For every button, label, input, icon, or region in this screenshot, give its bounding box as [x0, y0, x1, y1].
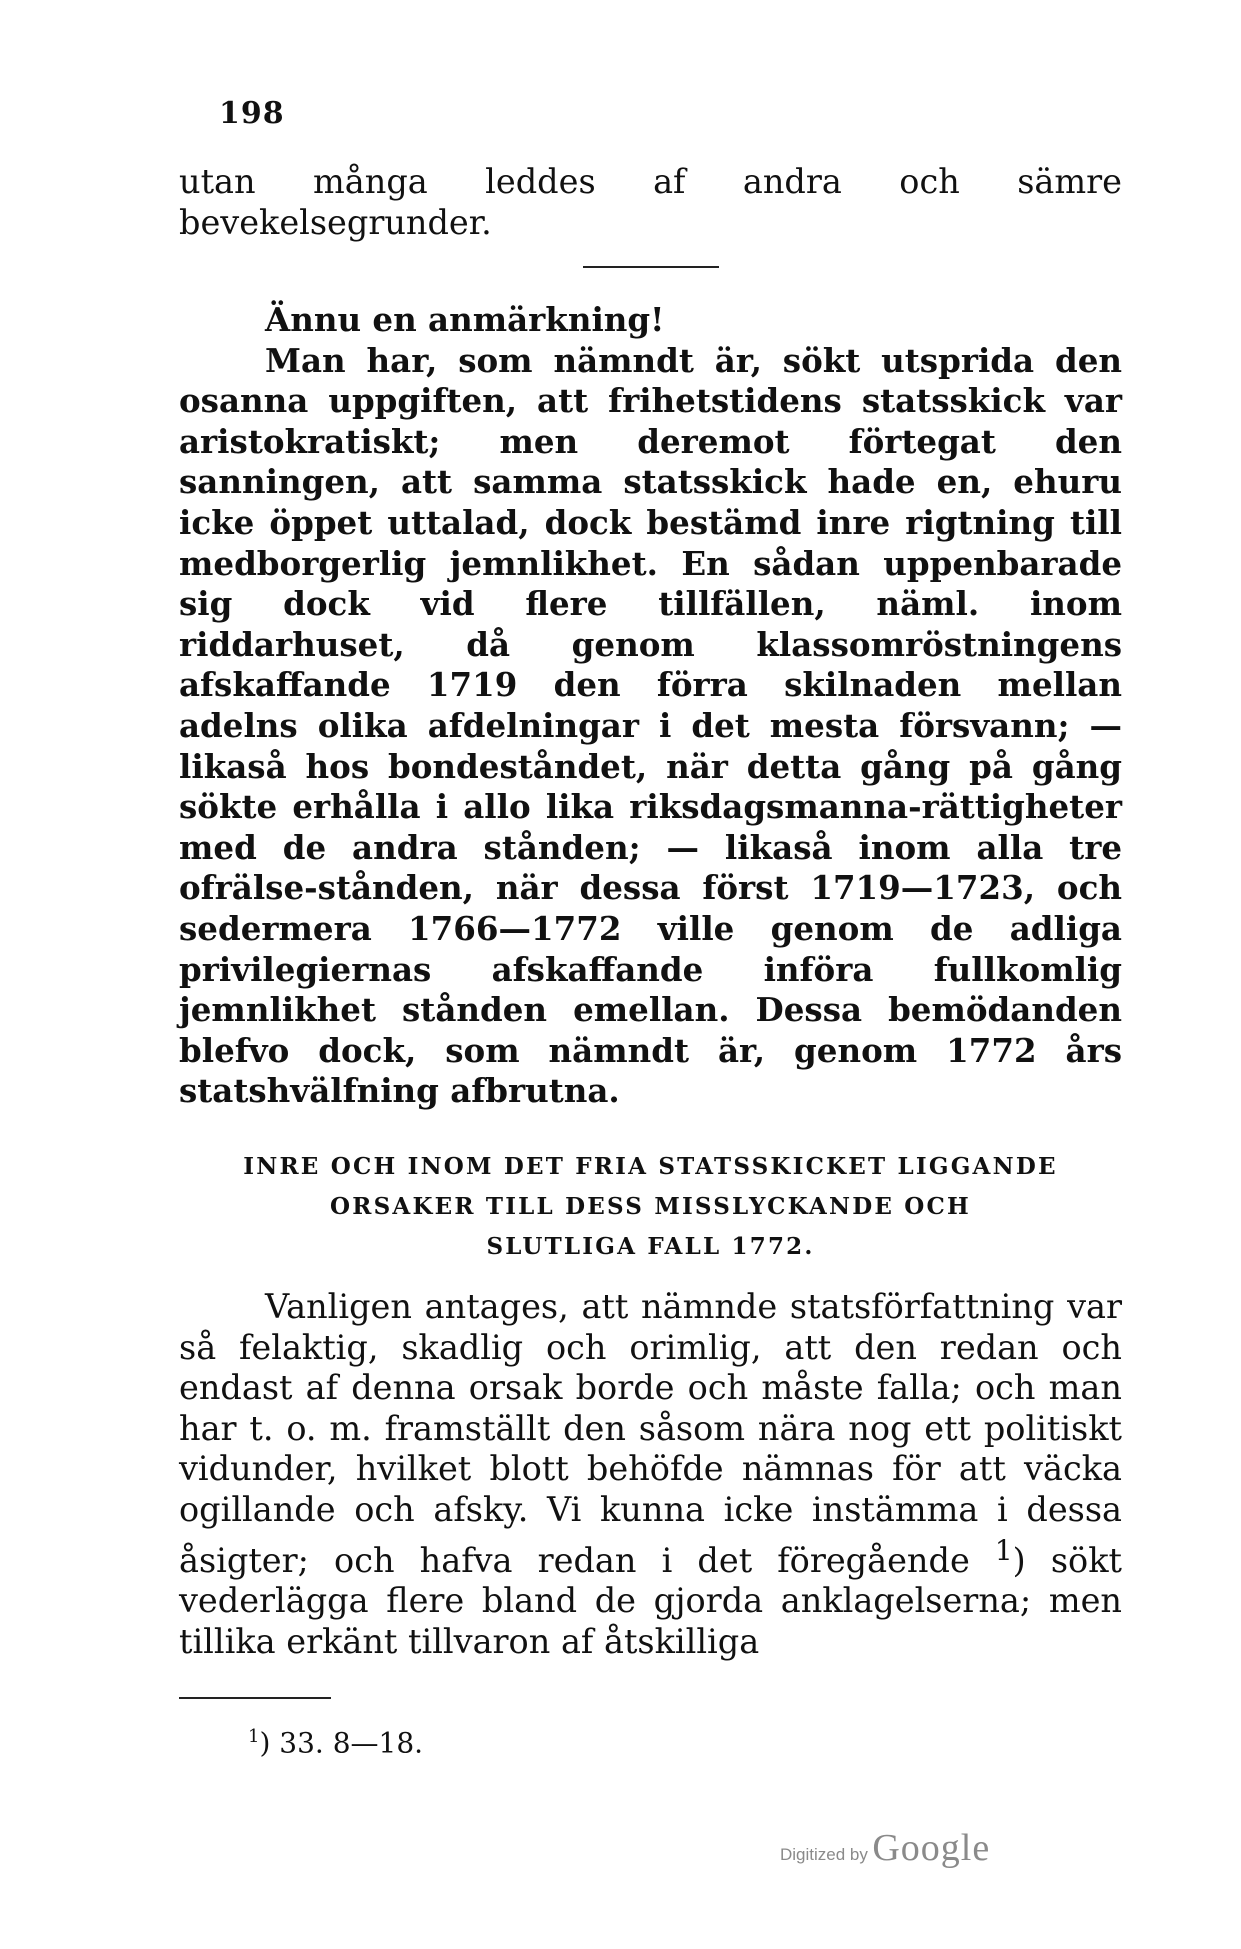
footnote	[248, 1720, 423, 1760]
digitized-watermark	[780, 1826, 990, 1870]
intro-text: utan många leddes af andra och sämre bevekelsegrunder.	[179, 162, 1122, 242]
section-heading-line-3: SLUTLIGA FALL 1772.	[486, 1233, 815, 1260]
section-separator-rule	[583, 266, 719, 268]
note-opening: Ännu en anmärkning!	[265, 300, 665, 339]
section-heading-line-2: ORSAKER TILL DESS MISSLYCKANDE OCH	[330, 1193, 971, 1220]
section-heading-line-1: INRE OCH INOM DET FRIA STATSSKICKET LIGGANDE	[243, 1153, 1058, 1180]
main-paragraph-text-a: Vanligen antages, att nämnde statsförfattning var så felaktig, skadlig och orimlig, att den redan och endast af denna orsak borde och måste falla; och man har t. o. m. framställt den såsom nära nog ett politiskt vidunder, hvilket blott behöfde nämnas för att väcka ogillande och afsky. Vi kunna icke instämma i dessa åsigter; och hafva redan i det föregående	[179, 1287, 1122, 1580]
footnote-marker: 1	[248, 1726, 260, 1747]
intro-paragraph	[179, 162, 1122, 243]
section-heading	[179, 1147, 1122, 1267]
watermark-brand-logo: Google	[872, 1827, 991, 1869]
footnote-text: ) 33. 8—18.	[259, 1726, 424, 1760]
note-paragraph: Man har, som nämndt är, sökt utsprida den osanna uppgiften, att frihetstidens statsskick var aristokratiskt; men deremot förtegat den sanningen, att samma statsskick hade en, ehuru icke öppet uttalad, dock bestämd inre rigtning till medborgerlig jemnlikhet. En sådan uppenbarade sig dock vid flere tillfällen, näml. inom riddarhuset, då genom klassomröstningens afskaffande 1719 den förra skilnaden mellan adelns olika afdelningar i det mesta försvann; — likaså hos bondeståndet, när detta gång på gång sökte erhålla i allo lika riksdagsmanna-rättigheter med de andra stånden; — likaså inom alla tre ofrälse-stånden, när dessa först 1719—1723, och sedermera 1766—1772 ville genom de adliga privilegiernas afskaffande införa fullkomlig jemnlikhet stånden emellan. Dessa bemödanden blefvo dock, som nämndt är, genom 1772 års statshvälfning afbrutna.	[179, 340, 1122, 1111]
footnote-rule	[179, 1697, 331, 1699]
main-paragraph-text-b: ) sökt vederlägga flere bland de gjorda anklagelserna; men tillika erkänt tillvaron af åtskilliga	[179, 1540, 1122, 1661]
main-paragraph	[179, 1287, 1122, 1663]
footnote-reference[interactable]: 1	[994, 1533, 1013, 1567]
main-paragraph-block	[179, 1287, 1122, 1663]
note-block	[179, 300, 1122, 1112]
watermark-digitized-label: Digitized by	[780, 1845, 868, 1864]
page-number: 198	[219, 96, 285, 131]
